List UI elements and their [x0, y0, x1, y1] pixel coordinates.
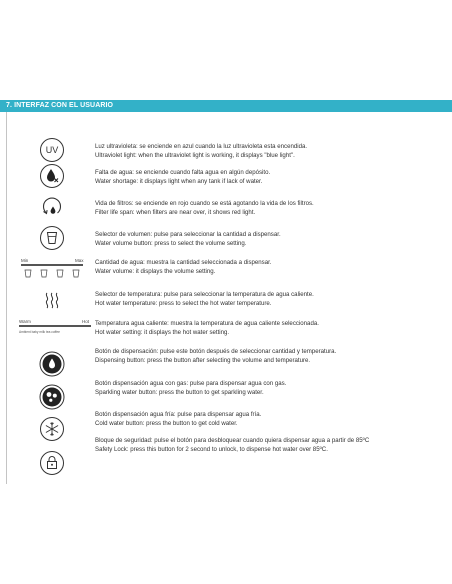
safety-lock-icon[interactable]: [38, 449, 66, 477]
volume-scale-bar: [21, 264, 83, 266]
dispense-desc-en: Dispensing button: press the button after selecting the volume and temperature.: [95, 357, 311, 365]
water-shortage-desc-en: Water shortage: it displays light when any tank if lack of water.: [95, 178, 263, 186]
cold-water-icon[interactable]: [38, 415, 66, 443]
sparkling-desc-es: Botón dispensación agua con gas: pulse para dispensar agua con gas.: [95, 380, 287, 387]
filter-life-icon: [38, 193, 66, 221]
temperature-scale-bar: [19, 325, 91, 327]
volume-scale-desc-en: Water volume: it displays the volume setting.: [95, 268, 216, 276]
uv-desc-en: Ultraviolet light: when the ultraviolet light is working, it displays "blue light".: [95, 152, 295, 160]
temperature-scale-icon: [19, 319, 91, 343]
safety-lock-desc-en: Safety Lock: press this button for 2 second to unlock, to dispense hot water over 85ºC.: [95, 446, 328, 454]
left-divider: [6, 112, 7, 484]
temperature-selector-icon[interactable]: [38, 286, 66, 314]
dispense-desc-es: Botón de dispensación: pulse este botón después de seleccionar cantidad y temperatura.: [95, 348, 337, 355]
volume-scale-max: Max: [75, 258, 84, 263]
temperature-scale-warm: Warm: [19, 319, 31, 324]
uv-icon: [38, 136, 66, 164]
volume-scale-desc-es: Cantidad de agua: muestra la cantidad seleccionada a dispensar.: [95, 259, 272, 266]
temperature-scale-hot: Hot: [82, 319, 90, 324]
cold-water-desc-es: Botón dispensación agua fría: pulse para dispensar agua fría.: [95, 411, 262, 418]
filter-life-desc-en: Filter life span: when filters are near over, it shows red light.: [95, 209, 256, 217]
temperature-scale-desc-en: Hot water setting: it displays the hot water setting.: [95, 329, 230, 337]
temperature-selector-desc-en: Hot water temperature: press to select the hot water temperature.: [95, 300, 272, 308]
cold-water-desc-en: Cold water button: press the button to get cold water.: [95, 420, 238, 428]
volume-scale-min: Min: [21, 258, 29, 263]
svg-text:UV: UV: [45, 145, 59, 156]
uv-desc-es: Luz ultravioleta: se enciende en azul cuando la luz ultravioleta esta encendida.: [95, 143, 308, 150]
volume-scale-icon: [21, 258, 83, 282]
water-shortage-desc-es: Falta de agua: se enciende cuando falta agua en algún depósito.: [95, 169, 271, 176]
temperature-scale-desc-es: Temperatura agua caliente: muestra la temperatura de agua caliente seleccionada.: [95, 320, 319, 327]
safety-lock-desc-es: Bloque de seguridad: pulse el botón para desbloquear cuando quiera dispensar agua a partir de 85ºC: [95, 437, 370, 444]
volume-selector-icon[interactable]: [38, 224, 66, 252]
sparkling-desc-en: Sparkling water button: press the button to get sparkling water.: [95, 389, 264, 397]
temperature-selector-desc-es: Selector de temperatura: pulse para seleccionar la temperatura de agua caliente.: [95, 291, 314, 298]
temperature-scale-sub: Ambient baby milk tea coffee: [19, 330, 60, 334]
sparkling-icon[interactable]: [38, 383, 66, 411]
section-header: 7. INTERFAZ CON EL USUARIO: [0, 100, 452, 112]
dispense-icon[interactable]: [38, 350, 66, 378]
volume-cups-icon: [24, 269, 82, 279]
volume-selector-desc-en: Water volume button: press to select the volume setting.: [95, 240, 247, 248]
volume-selector-desc-es: Selector de volumen: pulse para seleccionar la cantidad a dispensar.: [95, 231, 281, 238]
filter-life-desc-es: Vida de filtros: se enciende en rojo cuando se está agotando la vida de los filtros.: [95, 200, 314, 207]
water-shortage-icon: [38, 162, 66, 190]
